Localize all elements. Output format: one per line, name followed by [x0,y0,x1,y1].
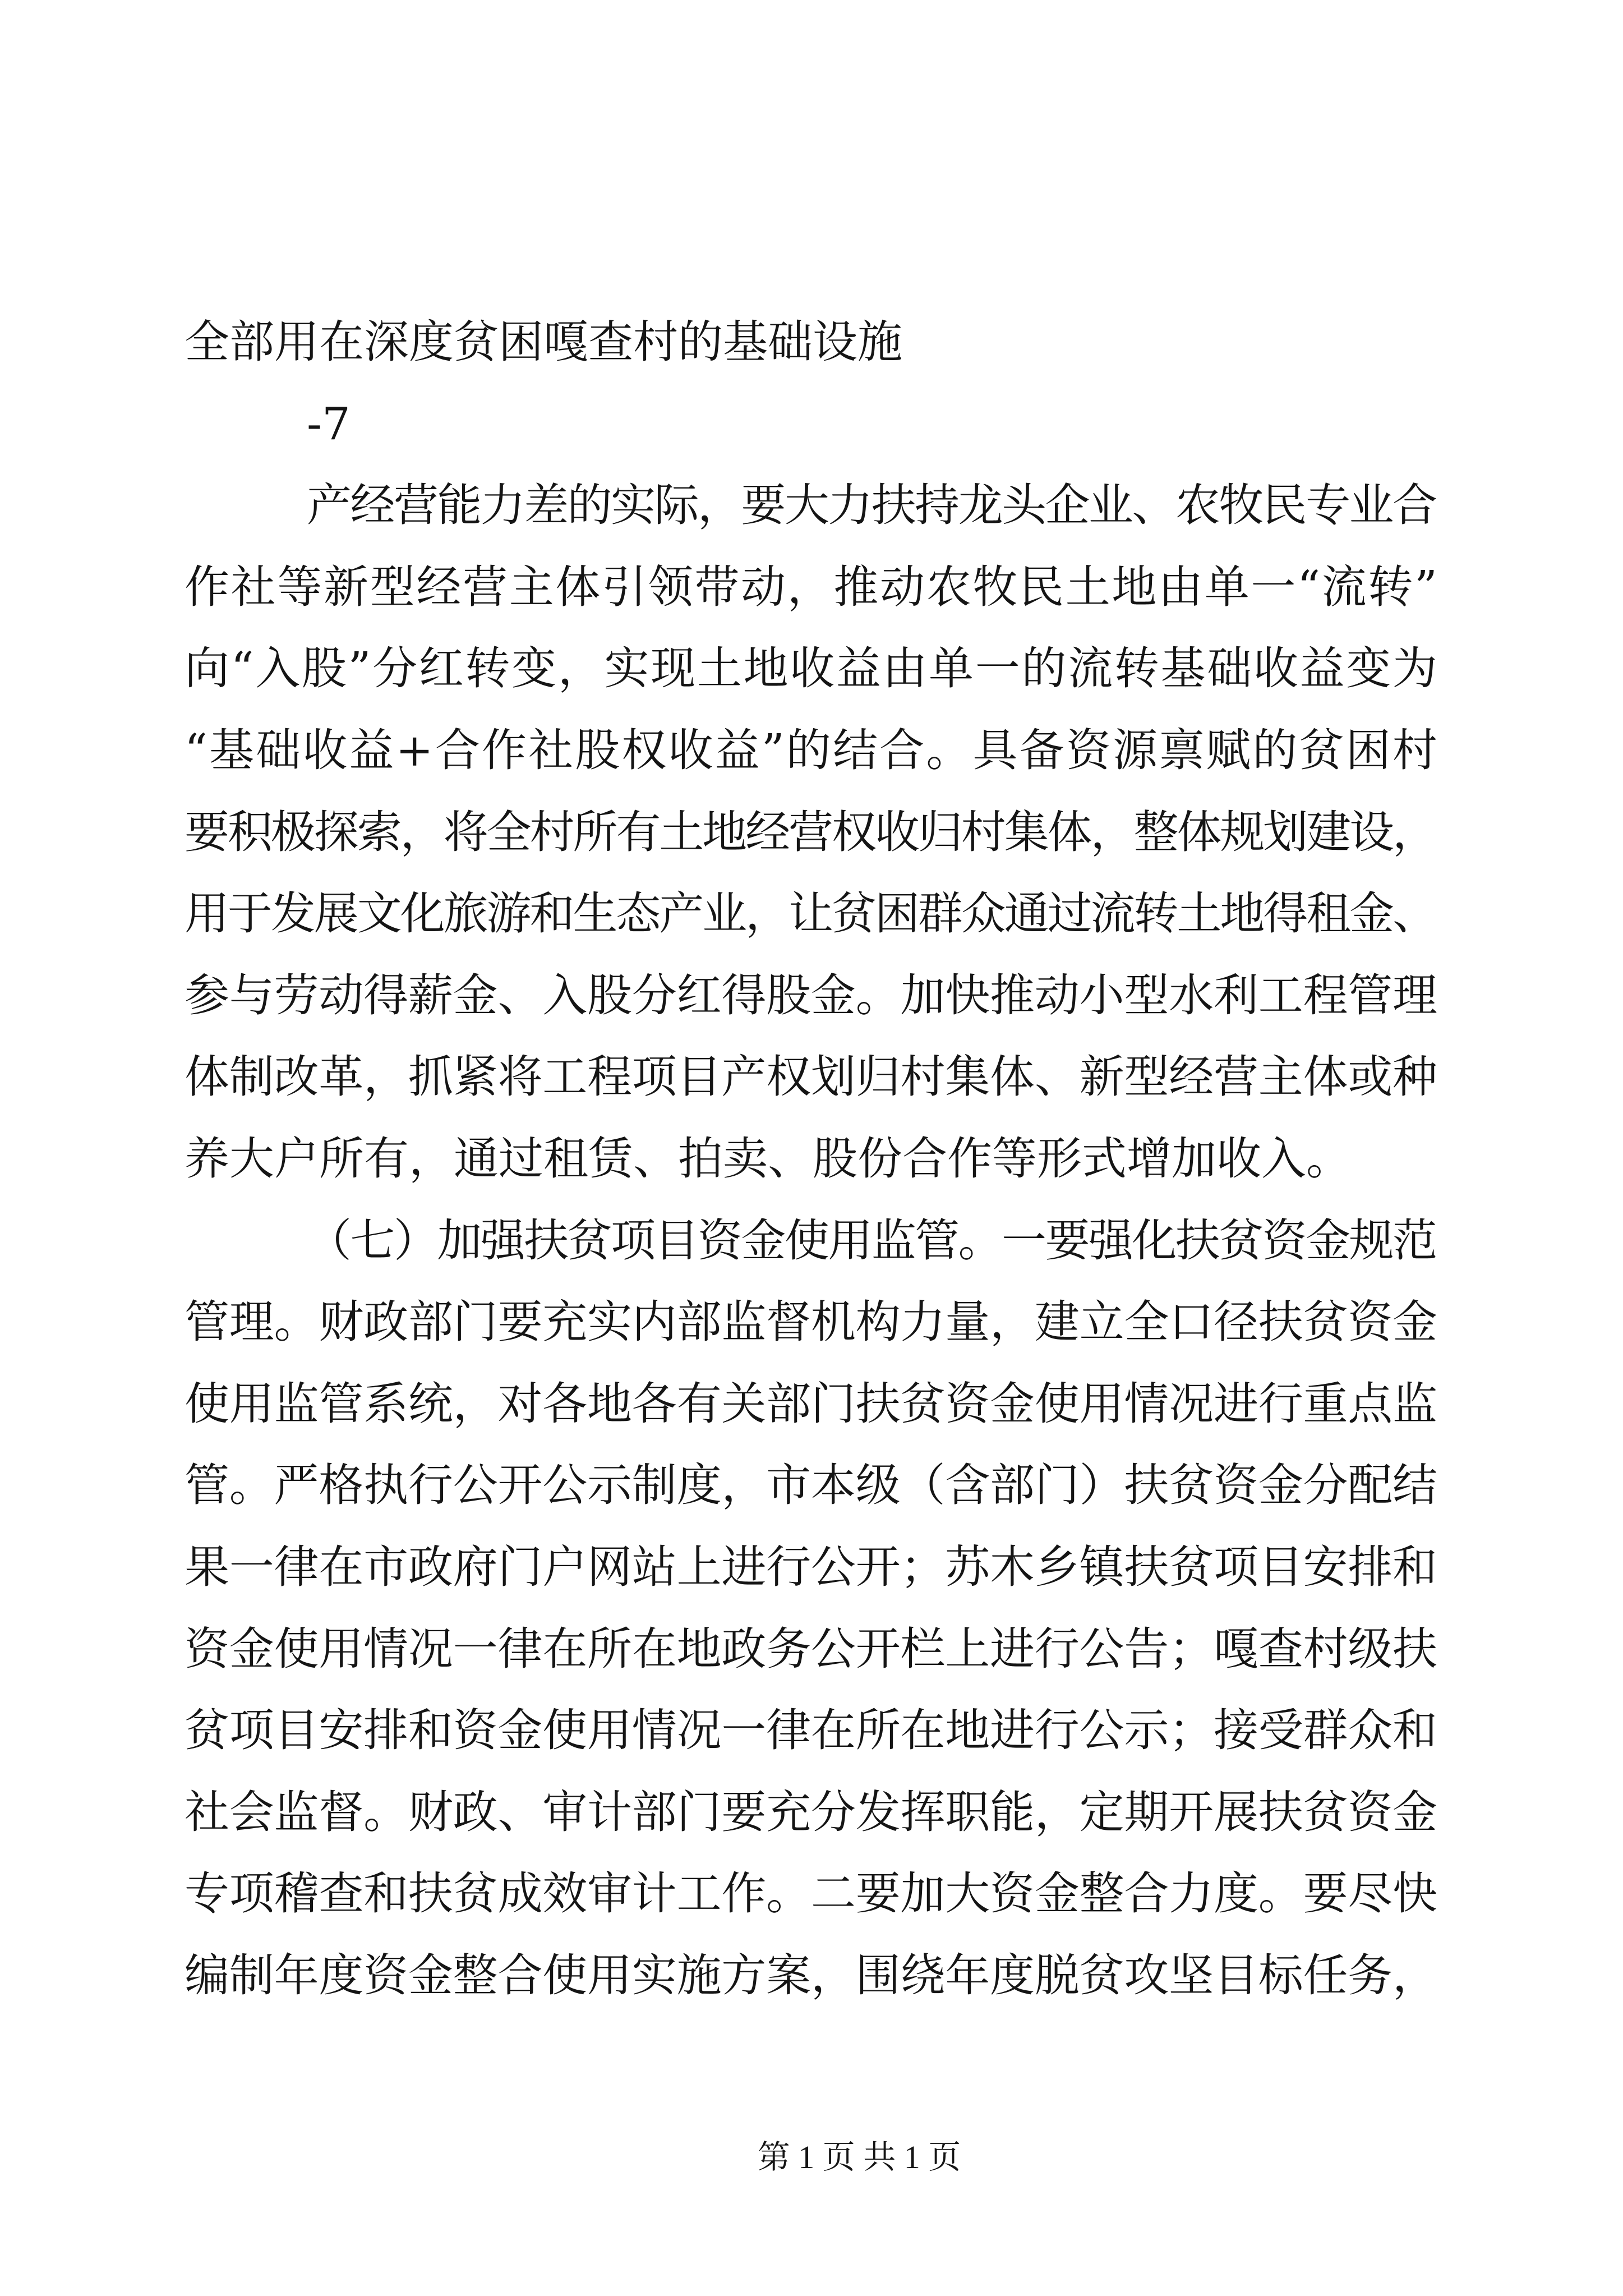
text-line: 管。严格执行公开公示制度，市本级（含部门）扶贫资金分配结 [185,1459,1437,1512]
document-body [185,301,1440,2016]
text-line: “基础收益+合作社股权收益”的结合。具备资源禀赋的贫困村 [185,724,1440,776]
text-line: 编制年度资金整合使用实施方案，围绕年度脱贫攻坚目标任务， [185,1949,1437,2001]
text-line: 向“入股”分红转变，实现土地收益由单一的流转基础收益变为 [185,642,1439,695]
text-line: 养大户所有，通过租赁、拍卖、股份合作等形式增加收入。 [185,1132,1351,1185]
text-line: 体制改革，抓紧将工程项目产权划归村集体、新型经营主体或种 [185,1051,1437,1103]
text-line: 产经营能力差的实际，要大力扶持龙头企业、农牧民专业合 [307,479,1436,532]
text-line: 资金使用情况一律在所在地政务公开栏上进行公告；嘎查村级扶 [185,1622,1437,1675]
page-number-footer: 第 1 页 共 1 页 [757,2139,961,2175]
text-line: 贫项目安排和资金使用情况一律在所在地进行公示；接受群众和 [185,1704,1437,1757]
paragraph [185,301,1437,383]
text-line: 作社等新型经营主体引领带动，推动农牧民土地由单一“流转” [185,560,1439,613]
paragraph [185,383,1437,465]
text-line: 全部用在深度贫困嘎查村的基础设施 [185,316,902,368]
text-line: 使用监管系统，对各地各有关部门扶贫资金使用情况进行重点监 [185,1377,1437,1430]
text-line: 果一律在市政府门户网站上进行公开；苏木乡镇扶贫项目安排和 [185,1540,1437,1593]
text-line: -7 [307,397,351,450]
text-line: 专项稽查和扶贫成效审计工作。二要加大资金整合力度。要尽快 [185,1867,1437,1920]
text-line: 社会监督。财政、审计部门要充分发挥职能，定期开展扶贫资金 [185,1786,1437,1838]
text-line: 管理。财政部门要充实内部监督机构力量，建立全口径扶贫资金 [185,1296,1437,1349]
text-line: （七）加强扶贫项目资金使用监管。一要强化扶贫资金规范 [307,1214,1436,1267]
paragraph [185,1200,1437,2017]
paragraph [185,464,1440,1199]
text-line: 参与劳动得薪金、入股分红得股金。加快推动小型水利工程管理 [185,969,1437,1022]
text-line: 用于发展文化旅游和生态产业，让贫困群众通过流转土地得租金、 [185,887,1436,940]
text-line: 要积极探索，将全村所有土地经营权收归村集体，整体规划建设， [185,806,1436,858]
